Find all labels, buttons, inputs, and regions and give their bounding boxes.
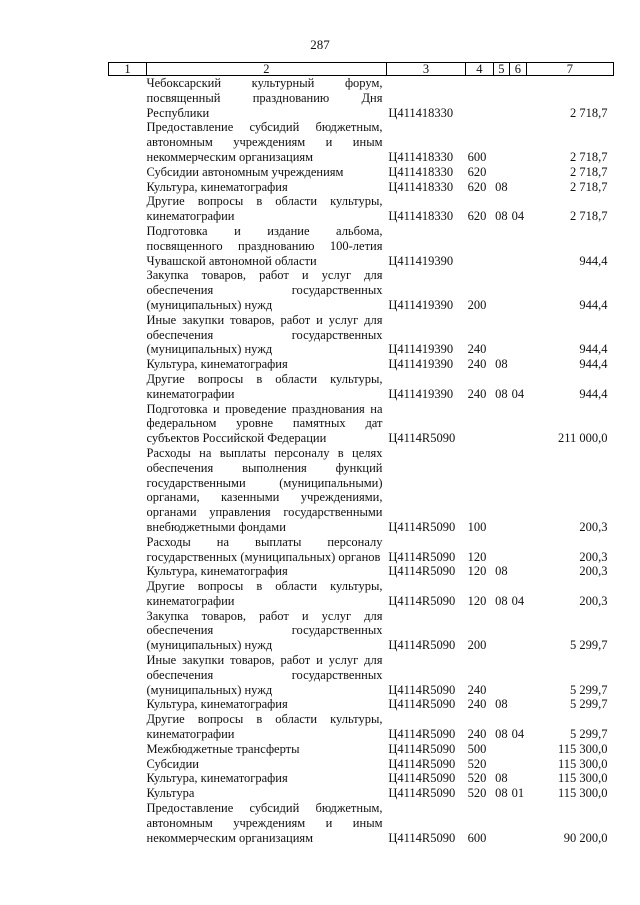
- row-amount: 2 718,7: [570, 179, 608, 194]
- row-description-text: Предоставление субсидий бюджетным, автономным учреждениям и иным некоммерческим организациям: [146, 801, 383, 845]
- row-description-text: Другие вопросы в области культуры, кинематографии: [146, 371, 383, 401]
- row-target-code: Ц411418330: [388, 105, 454, 120]
- table-row: [109, 194, 614, 224]
- row-expense-type: 240: [467, 342, 487, 357]
- row-expense-type: [466, 402, 494, 446]
- row-description-text: Межбюджетные трансферты: [146, 741, 300, 756]
- row-subsection: 04: [511, 593, 525, 608]
- row-description: [109, 194, 387, 224]
- row-target-code: Ц411418330: [388, 209, 454, 224]
- row-description-text: Субсидии автономным учреждениям: [146, 164, 344, 179]
- row-expense-type: 500: [467, 741, 487, 756]
- row-target-code: Ц4114R5090: [388, 756, 456, 771]
- row-description-text: Иные закупки товаров, работ и услуг для обеспечения государственных (муниципальных) нужд: [146, 312, 383, 357]
- row-subsection: [510, 609, 527, 653]
- row-section: 08: [495, 593, 508, 608]
- row-expense-type: 620: [467, 179, 487, 194]
- row-amount: 5 299,7: [570, 727, 608, 742]
- row-subsection: [510, 120, 527, 164]
- row-section: 08: [495, 179, 508, 194]
- table-row: [109, 742, 614, 757]
- row-description: [109, 180, 387, 195]
- table-row: [109, 786, 614, 801]
- row-subsection: [510, 535, 527, 565]
- row-target-code: Ц4114R5090: [388, 431, 456, 446]
- row-description-text: Культура, кинематография: [146, 179, 288, 194]
- row-description-text: Культура, кинематография: [146, 564, 288, 579]
- column-header: 3: [386, 63, 465, 76]
- row-subsection: [510, 357, 527, 372]
- row-amount: 944,4: [579, 386, 608, 401]
- row-description: [109, 535, 387, 565]
- table-row: [109, 76, 614, 121]
- row-target-code: Ц4114R5090: [388, 638, 456, 653]
- row-description-text: Подготовка и проведение празднования на федеральном уровне памятных дат субъектов Российской Федерации: [146, 401, 383, 446]
- row-description-text: Культура, кинематография: [146, 697, 288, 712]
- row-section: [493, 268, 510, 312]
- row-description: [109, 564, 387, 579]
- row-description: [109, 372, 387, 402]
- row-amount: 2 718,7: [570, 209, 608, 224]
- row-section: 08: [495, 209, 508, 224]
- row-amount: 944,4: [579, 342, 608, 357]
- table-row: [109, 757, 614, 772]
- row-expense-type: 240: [467, 727, 487, 742]
- row-amount: 2 718,7: [570, 149, 608, 164]
- row-section: 08: [495, 771, 508, 786]
- row-description: [109, 801, 387, 845]
- row-expense-type: 200: [467, 638, 487, 653]
- row-description-text: Подготовка и издание альбома, посвященного празднованию 100-летия Чувашской автономной области: [146, 223, 383, 268]
- row-expense-type: 240: [467, 682, 487, 697]
- row-description: [109, 609, 387, 653]
- table-row: [109, 697, 614, 712]
- row-target-code: Ц411419390: [388, 386, 454, 401]
- row-section: 08: [495, 697, 508, 712]
- row-subsection: [510, 742, 527, 757]
- row-description: [109, 165, 387, 180]
- row-subsection: 04: [511, 727, 525, 742]
- row-amount: 944,4: [579, 253, 608, 268]
- table-row: [109, 712, 614, 742]
- row-description: [109, 76, 387, 121]
- row-description-text: Культура, кинематография: [146, 357, 288, 372]
- row-expense-type: 200: [467, 297, 487, 312]
- row-description: [109, 402, 387, 446]
- table-header-row: [109, 63, 614, 76]
- row-section: [493, 653, 510, 697]
- column-header: 6: [510, 63, 527, 76]
- row-subsection: [510, 165, 527, 180]
- row-expense-type: 520: [467, 771, 487, 786]
- row-amount: 90 200,0: [563, 830, 608, 845]
- row-subsection: [510, 446, 527, 535]
- row-expense-type: 100: [467, 519, 487, 534]
- row-amount: 211 000,0: [557, 431, 608, 446]
- page-number: 287: [310, 37, 330, 52]
- row-section: 08: [495, 786, 508, 801]
- table-row: [109, 446, 614, 535]
- table-row: [109, 564, 614, 579]
- row-section: 08: [495, 727, 508, 742]
- table-row: [109, 313, 614, 357]
- row-target-code: Ц411419390: [388, 357, 454, 372]
- row-subsection: [510, 564, 527, 579]
- table-row: [109, 653, 614, 697]
- table-row: [109, 402, 614, 446]
- row-section: [493, 165, 510, 180]
- row-amount: 5 299,7: [570, 682, 608, 697]
- row-target-code: Ц4114R5090: [388, 697, 456, 712]
- row-subsection: [510, 757, 527, 772]
- row-section: [493, 224, 510, 268]
- table-row: [109, 535, 614, 565]
- row-amount: 200,3: [579, 549, 608, 564]
- row-expense-type: 240: [467, 697, 487, 712]
- column-header: 2: [146, 63, 386, 76]
- row-expense-type: 620: [467, 209, 487, 224]
- table-row: [109, 609, 614, 653]
- row-amount: 2 718,7: [570, 164, 608, 179]
- row-expense-type: 120: [467, 593, 487, 608]
- row-description: [109, 313, 387, 357]
- row-description-text: Расходы на выплаты персоналу в целях обеспечения выполнения функций государственными (муниципальными) органами, казенными учреждениями, органами управления государственными внебюджетными фондами: [146, 445, 383, 534]
- row-subsection: [510, 180, 527, 195]
- row-subsection: [510, 76, 527, 121]
- row-description-text: Закупка товаров, работ и услуг для обеспечения государственных (муниципальных) нужд: [146, 608, 383, 653]
- row-description: [109, 268, 387, 312]
- row-description: [109, 224, 387, 268]
- row-amount: 200,3: [579, 564, 608, 579]
- row-section: [493, 313, 510, 357]
- row-expense-type: [466, 76, 494, 121]
- row-target-code: Ц4114R5090: [388, 727, 456, 742]
- row-subsection: [510, 653, 527, 697]
- row-description: [109, 757, 387, 772]
- row-description-text: Культура, кинематография: [146, 771, 288, 786]
- row-target-code: Ц4114R5090: [388, 741, 456, 756]
- row-expense-type: 520: [467, 786, 487, 801]
- row-description: [109, 120, 387, 164]
- row-section: 08: [495, 564, 508, 579]
- row-amount: 115 300,0: [557, 786, 608, 801]
- row-description-text: Закупка товаров, работ и услуг для обеспечения государственных (муниципальных) нужд: [146, 268, 383, 312]
- row-description: [109, 712, 387, 742]
- row-subsection: [510, 224, 527, 268]
- row-target-code: Ц411418330: [388, 149, 454, 164]
- row-subsection: [510, 313, 527, 357]
- row-subsection: 01: [511, 786, 525, 801]
- row-description: [109, 446, 387, 535]
- table-row: [109, 801, 614, 845]
- row-target-code: Ц4114R5090: [388, 564, 456, 579]
- column-header: 4: [466, 63, 494, 76]
- row-description-text: Расходы на выплаты персоналу государственных (муниципальных) органов: [146, 534, 383, 564]
- row-amount: 944,4: [579, 357, 608, 372]
- table-row: [109, 771, 614, 786]
- table-body: [109, 76, 614, 846]
- row-target-code: Ц411419390: [388, 297, 454, 312]
- row-description: [109, 771, 387, 786]
- row-target-code: Ц411418330: [388, 179, 454, 194]
- row-section: [493, 446, 510, 535]
- row-description-text: Культура: [146, 786, 195, 801]
- row-amount: 5 299,7: [570, 638, 608, 653]
- row-description-text: Другие вопросы в области культуры, кинематографии: [146, 194, 383, 224]
- row-expense-type: 240: [467, 357, 487, 372]
- table-row: [109, 224, 614, 268]
- row-expense-type: 240: [467, 386, 487, 401]
- table-row: [109, 357, 614, 372]
- table-row: [109, 579, 614, 609]
- row-description-text: Чебоксарский культурный форум, посвященный празднованию Дня Республики: [146, 76, 383, 120]
- row-amount: 115 300,0: [557, 756, 608, 771]
- row-description: [109, 786, 387, 801]
- row-expense-type: 600: [467, 149, 487, 164]
- table-row: [109, 165, 614, 180]
- row-description-text: Субсидии: [146, 756, 199, 771]
- row-target-code: Ц4114R5090: [388, 771, 456, 786]
- row-section: [493, 535, 510, 565]
- row-description-text: Предоставление субсидий бюджетным, автономным учреждениям и иным некоммерческим организациям: [146, 120, 383, 164]
- row-target-code: Ц4114R5090: [388, 682, 456, 697]
- row-section: [493, 742, 510, 757]
- row-target-code: Ц411419390: [388, 342, 454, 357]
- table-row: [109, 268, 614, 312]
- row-description: [109, 742, 387, 757]
- row-description-text: Иные закупки товаров, работ и услуг для обеспечения государственных (муниципальных) нужд: [146, 653, 383, 697]
- row-amount: 2 718,7: [570, 105, 608, 120]
- row-target-code: Ц4114R5090: [388, 786, 456, 801]
- row-section: [493, 757, 510, 772]
- row-section: [493, 402, 510, 446]
- row-subsection: 04: [511, 386, 525, 401]
- table-row: [109, 372, 614, 402]
- row-expense-type: 120: [467, 549, 487, 564]
- row-section: [493, 801, 510, 845]
- row-expense-type: [466, 224, 494, 268]
- row-target-code: Ц4114R5090: [388, 549, 456, 564]
- row-expense-type: 520: [467, 756, 487, 771]
- row-target-code: Ц4114R5090: [388, 593, 456, 608]
- column-header: 1: [109, 63, 147, 76]
- row-expense-type: 120: [467, 564, 487, 579]
- budget-table: [108, 62, 614, 845]
- row-amount: 5 299,7: [570, 697, 608, 712]
- row-amount: 200,3: [579, 519, 608, 534]
- table-row: [109, 120, 614, 164]
- row-subsection: [510, 697, 527, 712]
- row-target-code: Ц411419390: [388, 253, 454, 268]
- row-target-code: Ц4114R5090: [388, 830, 456, 845]
- row-section: [493, 120, 510, 164]
- row-description: [109, 653, 387, 697]
- column-header: 5: [493, 63, 510, 76]
- row-section: [493, 76, 510, 121]
- row-expense-type: 620: [467, 164, 487, 179]
- column-header: 7: [526, 63, 613, 76]
- row-description: [109, 579, 387, 609]
- row-subsection: [510, 402, 527, 446]
- row-target-code: Ц411418330: [388, 164, 454, 179]
- row-target-code: Ц4114R5090: [388, 519, 456, 534]
- row-subsection: [510, 268, 527, 312]
- row-section: [493, 609, 510, 653]
- row-amount: 200,3: [579, 593, 608, 608]
- row-description-text: Другие вопросы в области культуры, кинематографии: [146, 579, 383, 608]
- row-subsection: [510, 771, 527, 786]
- row-section: 08: [495, 357, 508, 372]
- row-subsection: [510, 801, 527, 845]
- row-subsection: 04: [511, 209, 525, 224]
- row-amount: 944,4: [579, 297, 608, 312]
- row-description: [109, 357, 387, 372]
- row-amount: 115 300,0: [557, 741, 608, 756]
- row-description-text: Другие вопросы в области культуры, кинематографии: [146, 712, 383, 742]
- row-expense-type: 600: [467, 830, 487, 845]
- row-section: 08: [495, 386, 508, 401]
- row-description: [109, 697, 387, 712]
- row-amount: 115 300,0: [557, 771, 608, 786]
- table-row: [109, 180, 614, 195]
